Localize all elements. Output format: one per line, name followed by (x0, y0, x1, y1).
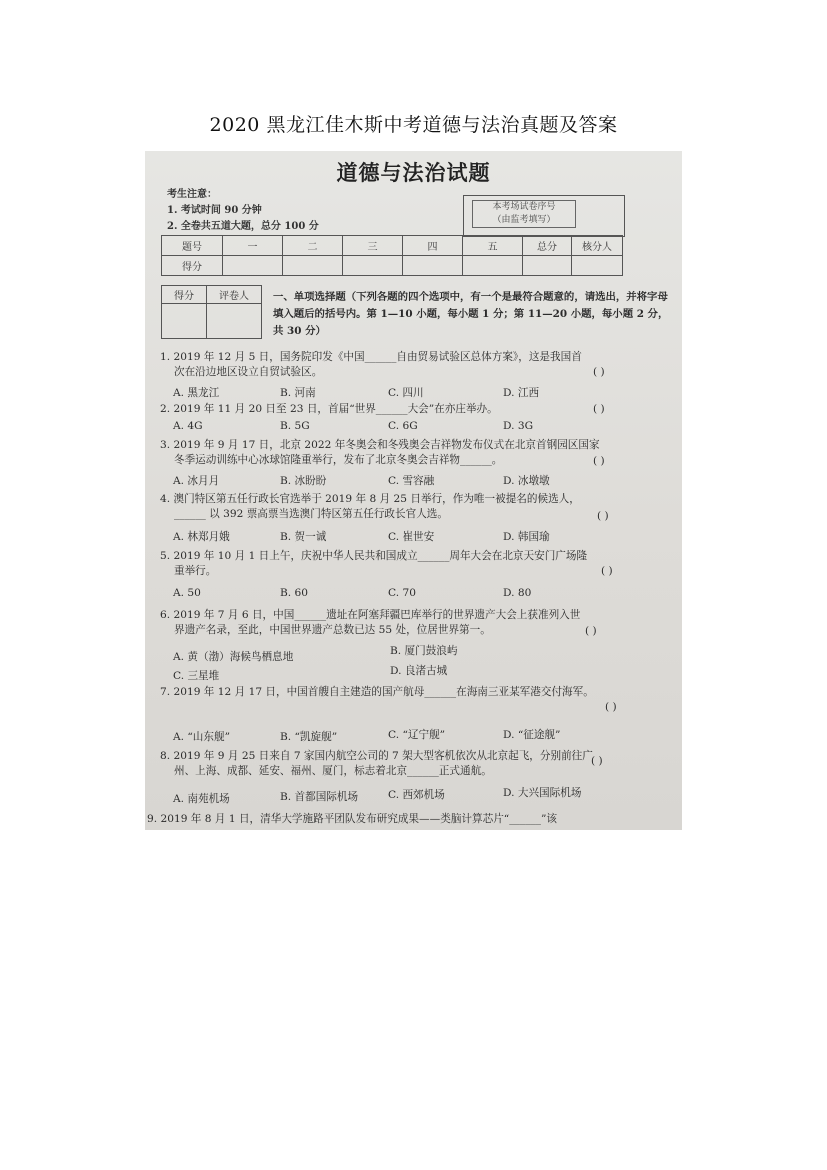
answer-blank: ( ) (585, 625, 597, 637)
option: A. 冰月月 (173, 475, 220, 487)
option: D. 江西 (503, 387, 540, 399)
option: B. 冰盼盼 (280, 475, 327, 487)
sequence-label: 本考场试卷序号 (492, 202, 556, 212)
option: D. 冰墩墩 (503, 475, 550, 487)
grader-name-cell (207, 304, 262, 339)
answer-blank: ( ) (593, 455, 605, 467)
option: C. “辽宁舰” (388, 729, 446, 741)
option: C. 西郊机场 (388, 789, 445, 801)
grader-table (161, 285, 262, 339)
grader-score-label: 得分 (162, 286, 207, 304)
notice-heading: 考生注意： (167, 189, 217, 200)
question-text: 5. 2019 年 10 月 1 日上午，庆祝中华人民共和国成立______周年大会在北京天安门广场隆 (160, 550, 588, 562)
option: B. 5G (280, 420, 310, 432)
exam-sequence-box (463, 195, 625, 237)
header-cell: 题号 (162, 236, 223, 256)
header-cell: 二 (283, 236, 343, 256)
question-text: 重举行。 (174, 565, 217, 577)
paper-title: 道德与法治试题 (336, 160, 491, 185)
question-9 (147, 812, 657, 827)
option: B. 河南 (280, 387, 316, 399)
notice-item: 2. 全卷共五道大题，总分 100 分 (167, 221, 319, 232)
question-text: 2. 2019 年 11 月 20 日至 23 日，首届“世界______大会”在亦庄举办。 (160, 403, 498, 415)
option: A. 4G (173, 420, 203, 432)
score-cell (572, 256, 623, 276)
question-5 (160, 549, 670, 579)
score-cell (223, 256, 283, 276)
option: D. 大兴国际机场 (503, 787, 582, 799)
option: D. 良渚古城 (390, 665, 448, 677)
option: D. 韩国瑜 (503, 531, 550, 543)
option: D. “征途舰” (503, 729, 561, 741)
question-text: 9. 2019 年 8 月 1 日，清华大学施路平团队发布研究成果——类脑计算芯片“______”该 (147, 813, 557, 825)
question-text: 7. 2019 年 12 月 17 日，中国首艘自主建造的国产航母______在海南三亚某军港交付海军。 (160, 686, 594, 698)
option: C. 雪容融 (388, 475, 435, 487)
option: B. 60 (280, 587, 308, 599)
question-text: 1. 2019 年 12 月 5 日，国务院印发《中国______自由贸易试验区总体方案》，这是我国首 (160, 351, 582, 363)
option: A. 50 (173, 587, 201, 599)
score-cell (283, 256, 343, 276)
option: D. 80 (503, 587, 532, 599)
option: C. 三星堆 (173, 670, 220, 682)
grader-score-cell (162, 304, 207, 339)
header-cell: 四 (403, 236, 463, 256)
answer-blank: ( ) (605, 701, 617, 713)
answer-blank: ( ) (597, 510, 609, 522)
option: C. 崔世安 (388, 531, 435, 543)
exam-paper-photo (145, 151, 682, 830)
score-table (161, 235, 623, 276)
notice-item: 1. 考试时间 90 分钟 (167, 205, 262, 216)
question-text: ______ 以 392 票高票当选澳门特区第五任行政长官人选。 (174, 508, 448, 520)
option: C. 四川 (388, 387, 424, 399)
option: B. 贺一诚 (280, 531, 327, 543)
question-text: 3. 2019 年 9 月 17 日，北京 2022 年冬奥会和冬残奥会吉祥物发布仪式在北京首钢园区国家 (160, 439, 600, 451)
question-7 (160, 685, 670, 700)
option: A. “山东舰” (173, 731, 230, 743)
option: A. 黑龙江 (173, 387, 220, 399)
header-cell: 五 (463, 236, 523, 256)
option: B. 首都国际机场 (280, 791, 359, 803)
question-text: 8. 2019 年 9 月 25 日来自 7 家国内航空公司的 7 架大型客机依次从北京起飞，分别前往广 (160, 750, 593, 762)
answer-blank: ( ) (593, 366, 605, 378)
question-text: 6. 2019 年 7 月 6 日，中国______遗址在阿塞拜疆巴库举行的世界遗产大会上获准列入世 (160, 609, 581, 621)
option: C. 70 (388, 587, 416, 599)
score-cell (463, 256, 523, 276)
score-cell (343, 256, 403, 276)
question-text: 州、上海、成都、延安、福州、厦门，标志着北京______正式通航。 (174, 765, 492, 777)
header-cell: 三 (343, 236, 403, 256)
header-cell: 总分 (523, 236, 572, 256)
score-cell (403, 256, 463, 276)
section-one-instructions: 一、单项选择题（下列各题的四个选项中，有一个是最符合题意的，请选出，并将字母填入题后的括号内。第 1—10 小题，每小题 1 分；第 11—20 小题，每小题 2 分，共 30 分） (273, 291, 669, 337)
question-text: 界遗产名录，至此，中国世界遗产总数已达 55 处，位居世界第一。 (174, 624, 491, 636)
option: B. “凯旋舰” (280, 731, 338, 743)
score-cell (523, 256, 572, 276)
option: A. 黄（渤）海候鸟栖息地 (173, 651, 294, 663)
header-cell: 一 (223, 236, 283, 256)
question-text: 冬季运动训练中心冰球馆隆重举行，发布了北京冬奥会吉祥物______。 (174, 454, 503, 466)
document-title: 2020 黑龙江佳木斯中考道德与法治真题及答案 (209, 114, 618, 136)
answer-blank: ( ) (591, 755, 603, 767)
question-4 (160, 492, 670, 522)
option: C. 6G (388, 420, 418, 432)
answer-blank: ( ) (601, 565, 613, 577)
score-label: 得分 (162, 256, 223, 276)
option: B. 厦门鼓浪屿 (390, 645, 458, 657)
sequence-note: （由监考填写） (492, 215, 556, 225)
option: A. 南苑机场 (173, 793, 230, 805)
question-text: 次在沿边地区设立自贸试验区。 (174, 366, 323, 378)
option: A. 林郑月娥 (173, 531, 230, 543)
grader-name-label: 评卷人 (207, 286, 262, 304)
answer-blank: ( ) (593, 403, 605, 415)
question-text: 4. 澳门特区第五任行政长官选举于 2019 年 8 月 25 日举行，作为唯一被提名的候选人， (160, 493, 580, 505)
header-cell: 核分人 (572, 236, 623, 256)
option: D. 3G (503, 420, 534, 432)
